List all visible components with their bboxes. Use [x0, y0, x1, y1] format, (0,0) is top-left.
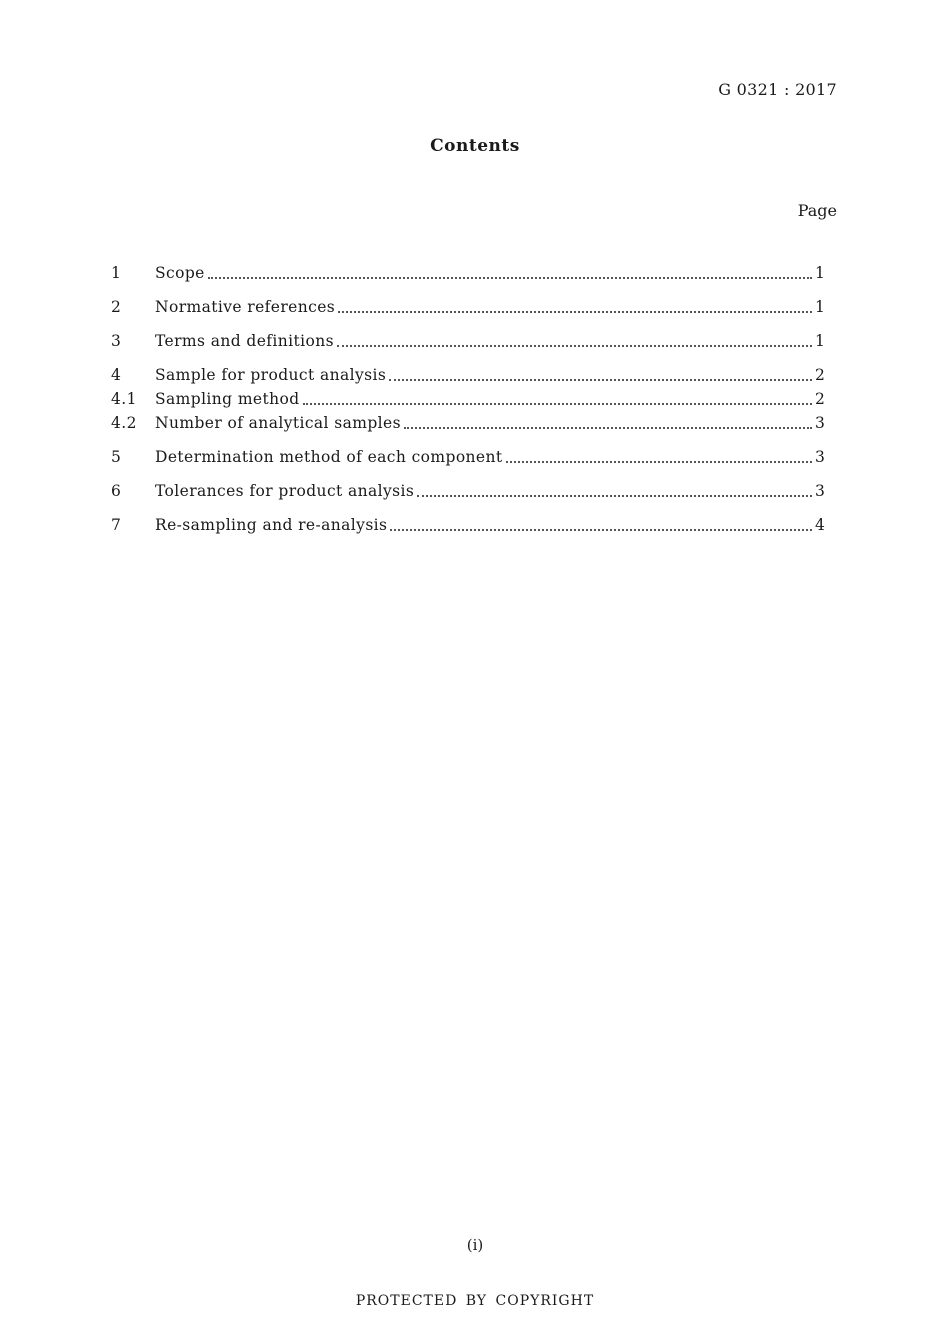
toc-entry-page: 1 — [815, 332, 826, 350]
toc-leader-dots — [390, 528, 812, 531]
toc-entry-determination-method[interactable] — [111, 448, 825, 472]
toc-entry-page: 1 — [815, 264, 826, 282]
toc-entry-sample-for-product-analysis[interactable] — [111, 366, 825, 390]
toc-entry-terms-and-definitions[interactable] — [111, 332, 825, 356]
toc-entry-label: Normative references — [155, 298, 336, 316]
table-of-contents — [111, 264, 825, 540]
toc-entry-label: Number of analytical samples — [155, 414, 401, 432]
toc-entry-number: 1 — [111, 264, 122, 282]
toc-entry-sampling-method[interactable] — [111, 390, 825, 414]
toc-entry-label: Tolerances for product analysis — [155, 482, 415, 500]
toc-leader-dots — [338, 310, 812, 313]
toc-entry-page: 3 — [815, 482, 826, 500]
toc-entry-label: Determination method of each component — [155, 448, 503, 466]
toc-entry-number: 2 — [111, 298, 122, 316]
toc-leader-dots — [506, 460, 812, 463]
page-title: Contents — [430, 136, 520, 156]
toc-entry-page: 3 — [815, 448, 826, 466]
document-id: G 0321 : 2017 — [718, 80, 837, 99]
toc-leader-dots — [417, 494, 812, 497]
toc-entry-number: 4 — [111, 366, 122, 384]
toc-entry-number: 7 — [111, 516, 122, 534]
toc-entry-page: 3 — [815, 414, 826, 432]
toc-entry-page: 2 — [815, 366, 826, 384]
toc-leader-dots — [337, 344, 812, 347]
toc-entry-page: 4 — [815, 516, 826, 534]
toc-entry-scope[interactable] — [111, 264, 825, 288]
toc-leader-dots — [208, 276, 812, 279]
toc-entry-label: Sampling method — [155, 390, 300, 408]
toc-entry-number: 6 — [111, 482, 122, 500]
toc-entry-label: Scope — [155, 264, 205, 282]
toc-leader-dots — [389, 378, 812, 381]
toc-entry-page: 2 — [815, 390, 826, 408]
toc-leader-dots — [303, 402, 812, 405]
toc-entry-number-of-analytical-samples[interactable] — [111, 414, 825, 438]
toc-entry-label: Terms and definitions — [155, 332, 334, 350]
toc-entry-number: 4.2 — [111, 414, 137, 432]
toc-entry-number: 5 — [111, 448, 122, 466]
toc-entry-label: Re-sampling and re-analysis — [155, 516, 388, 534]
toc-entry-normative-references[interactable] — [111, 298, 825, 322]
toc-entry-page: 1 — [815, 298, 826, 316]
toc-entry-tolerances[interactable] — [111, 482, 825, 506]
page-column-label: Page — [797, 201, 837, 220]
toc-entry-number: 3 — [111, 332, 122, 350]
toc-entry-label: Sample for product analysis — [155, 366, 387, 384]
toc-entry-number: 4.1 — [111, 390, 137, 408]
footer-page-number: (i) — [466, 1236, 484, 1254]
toc-leader-dots — [404, 426, 812, 429]
copyright-notice: PROTECTED BY COPYRIGHT — [355, 1293, 595, 1309]
toc-entry-re-sampling[interactable] — [111, 516, 825, 540]
